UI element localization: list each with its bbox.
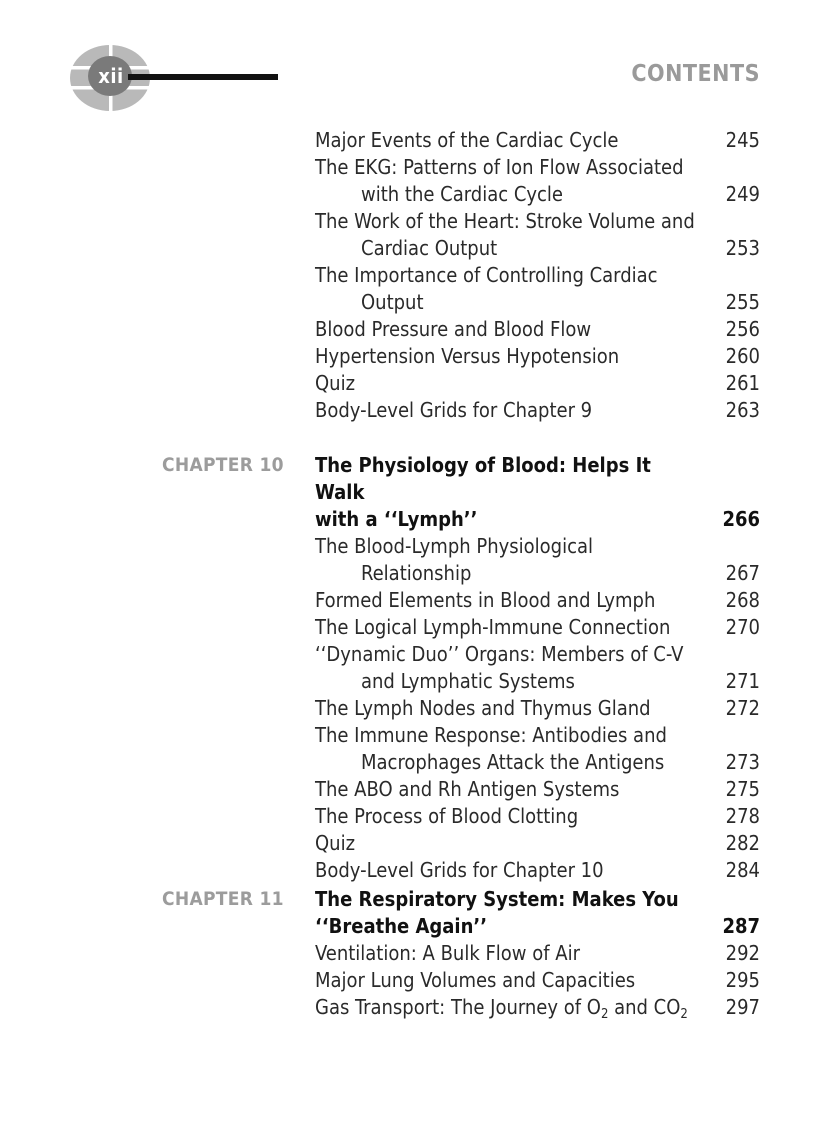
entry-page: 261: [725, 371, 760, 395]
entry-title: [315, 994, 716, 1021]
o2-subscript: 2: [600, 1007, 609, 1022]
chapter10-entries: [315, 452, 760, 884]
entry-page: 271: [725, 669, 760, 693]
entry-page: 253: [725, 236, 760, 260]
chapter-page: 287: [722, 914, 760, 938]
entry-page: 284: [725, 858, 760, 882]
toc-entry[interactable]: [315, 614, 760, 641]
entry-page: 260: [725, 344, 760, 368]
running-head: CONTENTS: [631, 61, 760, 87]
toc-entry-continued[interactable]: [315, 668, 760, 695]
entry-title: The ABO and Rh Antigen Systems: [315, 777, 620, 801]
entry-title: The Work of the Heart: Stroke Volume and: [315, 209, 695, 233]
entry-page: 270: [725, 615, 760, 639]
entry-title: Blood Pressure and Blood Flow: [315, 317, 592, 341]
entry-title: The Blood-Lymph Physiological: [315, 534, 593, 558]
entry-page: 273: [725, 750, 760, 774]
toc-entry[interactable]: [315, 343, 760, 370]
chapter9-entries: [315, 127, 760, 424]
chapter-title[interactable]: [315, 886, 760, 913]
entry-page: 297: [725, 995, 760, 1019]
toc-entry[interactable]: [315, 722, 760, 749]
entry-title: Major Lung Volumes and Capacities: [315, 968, 636, 992]
chapter-title[interactable]: [315, 913, 760, 940]
entry-title: Body-Level Grids for Chapter 9: [315, 398, 593, 422]
chapter-title[interactable]: [315, 506, 760, 533]
toc-entry[interactable]: [315, 803, 760, 830]
entry-page: 268: [725, 588, 760, 612]
entry-page: 267: [725, 561, 760, 585]
toc-entry-continued[interactable]: [315, 181, 760, 208]
entry-title: The Importance of Controlling Cardiac: [315, 263, 658, 287]
toc-entry[interactable]: [315, 533, 760, 560]
chapter-title-line2: ‘‘Breathe Again’’: [315, 914, 488, 938]
entry-page: 245: [725, 128, 760, 152]
entry-title: The Process of Blood Clotting: [315, 804, 579, 828]
chapter-title-line1: The Physiology of Blood: Helps It Walk: [315, 453, 651, 504]
gas-transport-text-1: Gas Transport: The Journey of O: [315, 995, 601, 1019]
entry-page: 278: [725, 804, 760, 828]
entry-title: The Lymph Nodes and Thymus Gland: [315, 696, 651, 720]
chapter11-entries: [315, 886, 760, 1021]
entry-page: 275: [725, 777, 760, 801]
chapter-title-line1: The Respiratory System: Makes You: [315, 887, 679, 911]
chapter-page: 266: [722, 507, 760, 531]
chapter-title-line2: with a ‘‘Lymph’’: [315, 507, 478, 531]
entry-page: 249: [725, 182, 760, 206]
entry-title: with the Cardiac Cycle: [361, 182, 564, 206]
toc-entry-continued[interactable]: [315, 289, 760, 316]
toc-entry[interactable]: [315, 940, 760, 967]
toc-entry[interactable]: [315, 695, 760, 722]
entry-page: 263: [725, 398, 760, 422]
toc-entry[interactable]: [315, 397, 760, 424]
toc-entry-continued[interactable]: [315, 560, 760, 587]
entry-title: Major Events of the Cardiac Cycle: [315, 128, 619, 152]
entry-title: Quiz: [315, 371, 356, 395]
toc-entry[interactable]: [315, 830, 760, 857]
toc-entry[interactable]: [315, 641, 760, 668]
co2-subscript: 2: [680, 1007, 688, 1022]
entry-page: 272: [725, 696, 760, 720]
chapter-10-label: CHAPTER 10: [162, 454, 284, 476]
entry-title: Output: [361, 290, 424, 314]
page-number: xii: [98, 64, 124, 88]
chapter-11-label: CHAPTER 11: [162, 888, 284, 910]
entry-title: and Lymphatic Systems: [361, 669, 575, 693]
entry-page: 292: [725, 941, 760, 965]
entry-title: Formed Elements in Blood and Lymph: [315, 588, 656, 612]
toc-entry[interactable]: [315, 994, 760, 1021]
entry-title: Macrophages Attack the Antigens: [361, 750, 665, 774]
entry-page: 295: [725, 968, 760, 992]
toc-entry[interactable]: [315, 316, 760, 343]
entry-title: The Logical Lymph-Immune Connection: [315, 615, 671, 639]
entry-title: Cardiac Output: [361, 236, 498, 260]
entry-page: 255: [725, 290, 760, 314]
entry-title: Quiz: [315, 831, 356, 855]
toc-entry[interactable]: [315, 154, 760, 181]
entry-title: The Immune Response: Antibodies and: [315, 723, 667, 747]
toc-entry[interactable]: [315, 857, 760, 884]
entry-title: Relationship: [361, 561, 472, 585]
toc-entry[interactable]: [315, 776, 760, 803]
entry-title: Ventilation: A Bulk Flow of Air: [315, 941, 580, 965]
entry-title: ‘‘Dynamic Duo’’ Organs: Members of C-V: [315, 642, 684, 666]
toc-entry[interactable]: [315, 587, 760, 614]
toc-entry-continued[interactable]: [315, 749, 760, 776]
chapter-title[interactable]: [315, 452, 760, 506]
toc-entry[interactable]: [315, 127, 760, 154]
entry-title: Hypertension Versus Hypotension: [315, 344, 620, 368]
toc-entry[interactable]: [315, 208, 760, 235]
entry-title: The EKG: Patterns of Ion Flow Associated: [315, 155, 684, 179]
entry-page: 256: [725, 317, 760, 341]
gas-transport-text-2: and CO: [608, 995, 681, 1019]
toc-entry[interactable]: [315, 370, 760, 397]
toc-entry[interactable]: [315, 262, 760, 289]
toc-entry-continued[interactable]: [315, 235, 760, 262]
entry-page: 282: [725, 831, 760, 855]
entry-title: Body-Level Grids for Chapter 10: [315, 858, 604, 882]
toc-entry[interactable]: [315, 967, 760, 994]
